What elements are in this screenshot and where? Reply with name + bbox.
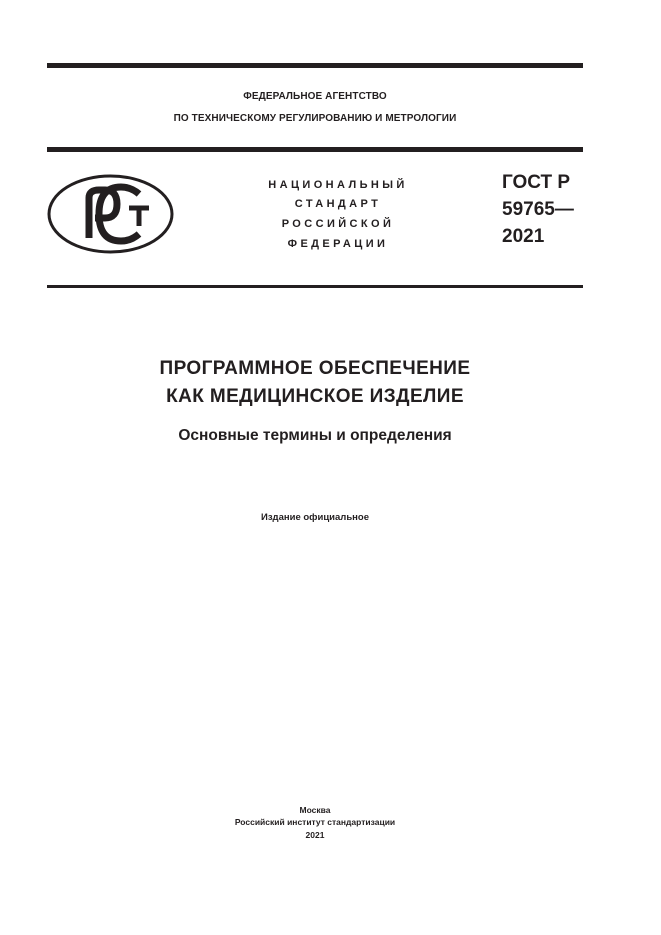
agency-line-2: ПО ТЕХНИЧЕСКОМУ РЕГУЛИРОВАНИЮ И МЕТРОЛОГИИ: [173, 113, 457, 124]
middle-rule: [47, 147, 583, 152]
imprint-publisher: Российский институт стандартизации: [234, 817, 396, 827]
designation-line-1: ГОСТ Р: [502, 172, 571, 193]
top-rule: [47, 63, 583, 68]
document-title-line-2: КАК МЕДИЦИНСКОЕ ИЗДЕЛИЕ: [166, 386, 464, 407]
designation-line-3: 2021: [502, 226, 545, 247]
national-standard-line-2: СТАНДАРТ: [294, 198, 382, 210]
document-title-line-1: ПРОГРАММНОЕ ОБЕСПЕЧЕНИЕ: [159, 358, 471, 379]
edition-label: Издание официальное: [261, 512, 369, 523]
gost-r-logo-icon: [47, 174, 174, 254]
imprint-year: 2021: [305, 830, 325, 840]
bottom-rule: [47, 285, 583, 288]
national-standard-line-3: РОССИЙСКОЙ: [281, 218, 395, 230]
agency-line-1: ФЕДЕРАЛЬНОЕ АГЕНТСТВО: [243, 91, 387, 102]
national-standard-line-4: ФЕДЕРАЦИИ: [287, 238, 389, 250]
national-standard-line-1: НАЦИОНАЛЬНЫЙ: [268, 179, 408, 191]
imprint-city: Москва: [299, 805, 331, 815]
designation-line-2: 59765—: [502, 199, 574, 220]
document-subtitle: Основные термины и определения: [178, 427, 452, 444]
